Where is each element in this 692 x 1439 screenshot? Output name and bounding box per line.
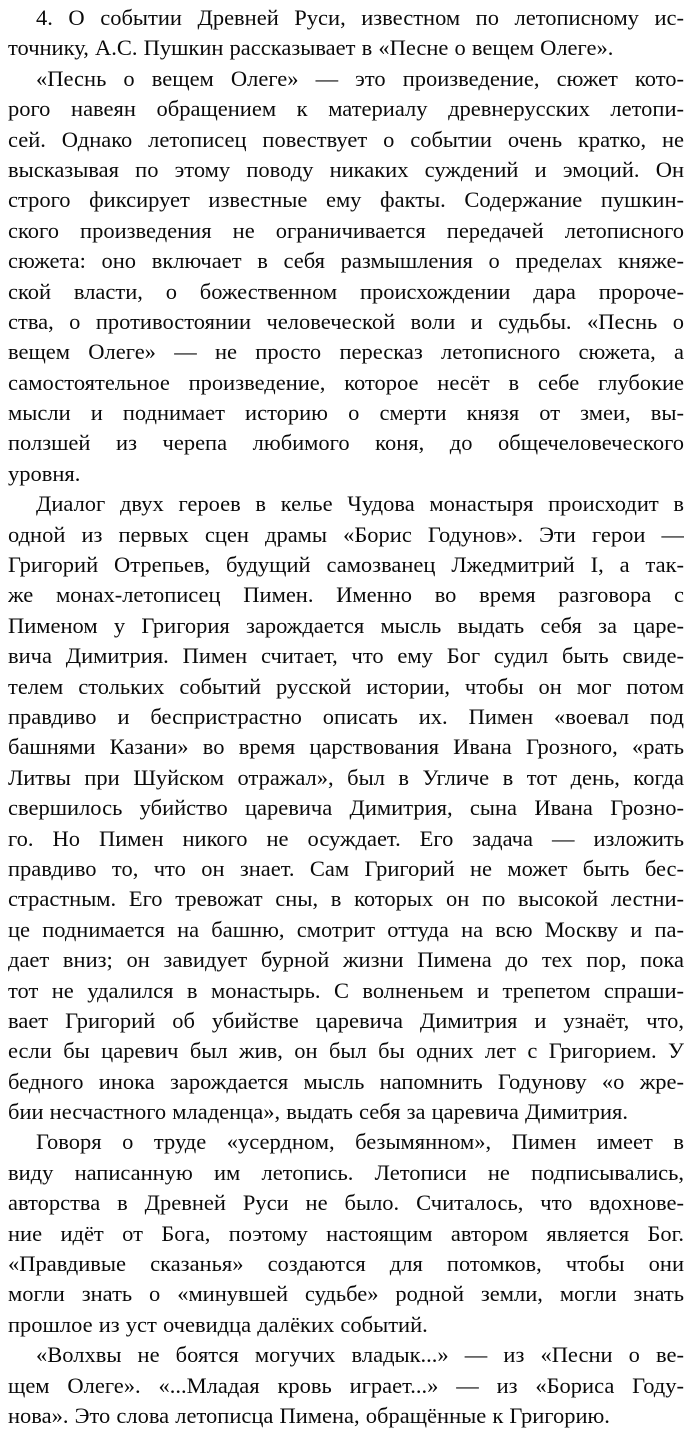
text-line: Пименом у Григория зарождается мысль выдать себя за царе- bbox=[8, 612, 684, 638]
paragraph bbox=[8, 64, 684, 489]
text-line: высказывая по этому поводу никаких суждений и эмоций. Он bbox=[8, 156, 684, 182]
text-line: ства, о противостоянии человеческой воли и судьбы. «Песнь о bbox=[8, 308, 684, 334]
text-line: тот не удалился в монастырь. С волненьем и трепетом спраши- bbox=[8, 977, 684, 1003]
text-line: одной из первых сцен драмы «Борис Годунов». Эти герои — bbox=[8, 521, 684, 547]
text-line: виду написанную им летопись. Летописи не подписывались, bbox=[8, 1159, 684, 1185]
text-line: ползшей из черепа любимого коня, до общечеловеческого bbox=[8, 430, 684, 456]
text-line: це поднимается на башню, смотрит оттуда на всю Москву и па- bbox=[8, 916, 684, 942]
text-line: бии несчастного младенца», выдать себя за царевича Димитрия. bbox=[8, 1099, 629, 1125]
text-line: уровня. bbox=[8, 460, 81, 486]
text-line: «Песнь о вещем Олеге» — это произведение, сюжет кото- bbox=[36, 65, 684, 91]
text-line: правдиво и беспристрастно описать их. Пимен «воевал под bbox=[8, 703, 684, 729]
paragraph bbox=[8, 1127, 684, 1340]
text-line: прошлое из уст очевидца далёких событий. bbox=[8, 1311, 428, 1337]
text-line: «Правдивые сказанья» создаются для потомков, чтобы они bbox=[8, 1251, 684, 1277]
text-line: же монах-летописец Пимен. Именно во время разговора с bbox=[8, 582, 684, 608]
paragraph bbox=[8, 3, 684, 64]
text-line: го. Но Пимен никого не осуждает. Его задача — изложить bbox=[8, 825, 684, 851]
text-line: вает Григорий об убийстве царевича Димитрия и узнаёт, что, bbox=[8, 1007, 684, 1033]
text-line: ние идёт от Бога, поэтому настоящим автором является Бог. bbox=[8, 1220, 684, 1246]
text-line: строго фиксирует известные ему факты. Содержание пушкин- bbox=[8, 187, 684, 213]
text-line: бедного инока зарождается мысль напомнить Годунову «о жре- bbox=[8, 1068, 684, 1094]
text-line: 4. О событии Древней Руси, известном по летописному ис- bbox=[36, 5, 684, 30]
text-line: Говоря о труде «усердном, безымянном», Пимен имеет в bbox=[36, 1129, 684, 1155]
text-line: вещем Олеге» — не просто пересказ летописного сюжета, а bbox=[8, 339, 684, 365]
text-line: «Волхвы не боятся могучих владык...» — из «Песни о ве- bbox=[36, 1342, 684, 1368]
paragraph bbox=[8, 1340, 684, 1431]
text-line: мысли и поднимает историю о смерти князя от змеи, вы- bbox=[8, 400, 684, 426]
text-line: самостоятельное произведение, которое несёт в себе глубокие bbox=[8, 369, 684, 395]
text-line: свершилось убийство царевича Димитрия, сына Ивана Грозно- bbox=[8, 795, 684, 821]
text-line: авторства в Древней Руси не было. Считалось, что вдохнове- bbox=[8, 1190, 684, 1216]
text-line: если бы царевич был жив, он был бы одних лет с Григорием. У bbox=[8, 1038, 684, 1064]
paragraph bbox=[8, 489, 684, 1127]
text-line: ского произведения не ограничивается передачей летописного bbox=[8, 217, 684, 243]
text-line: точнику, А.С. Пушкин рассказывает в «Песне о вещем Олеге». bbox=[8, 35, 614, 61]
text-line: нова». Это слова летописца Пимена, обращённые к Григорию. bbox=[8, 1402, 610, 1428]
text-line: сюжета: оно включает в себя размышления о пределах княже- bbox=[8, 248, 684, 274]
text-line: рого навеян обращением к материалу древнерусских летопи- bbox=[8, 96, 684, 122]
text-line: башнями Казани» во время царствования Ивана Грозного, «рать bbox=[8, 734, 684, 760]
text-line: вича Димитрия. Пимен считает, что ему Бог судил быть свиде- bbox=[8, 643, 684, 669]
text-line: страстным. Его тревожат сны, в которых он по высокой лестни- bbox=[8, 886, 684, 912]
text-line: телем стольких событий русской истории, чтобы он мог потом bbox=[8, 673, 684, 699]
text-line: Литвы при Шуйском отражал», был в Угличе в тот день, когда bbox=[8, 764, 684, 790]
text-line: Диалог двух героев в келье Чудова монастыря происходит в bbox=[36, 491, 684, 517]
text-line: ской власти, о божественном происхождении дара пророче- bbox=[8, 278, 684, 304]
text-line: дает вниз; он завидует бурной жизни Пимена до тех пор, пока bbox=[8, 947, 684, 973]
text-line: щем Олеге». «...Младая кровь играет...» — из «Бориса Году- bbox=[8, 1372, 684, 1398]
text-line: правдиво то, что он знает. Сам Григорий не может быть бес- bbox=[8, 855, 684, 881]
text-line: Григорий Отрепьев, будущий самозванец Лжедмитрий I, а так- bbox=[8, 552, 684, 578]
text-line: могли знать о «минувшей судьбе» родной земли, могли знать bbox=[8, 1281, 684, 1307]
text-line: сей. Однако летописец повествует о событии очень кратко, не bbox=[8, 126, 684, 152]
